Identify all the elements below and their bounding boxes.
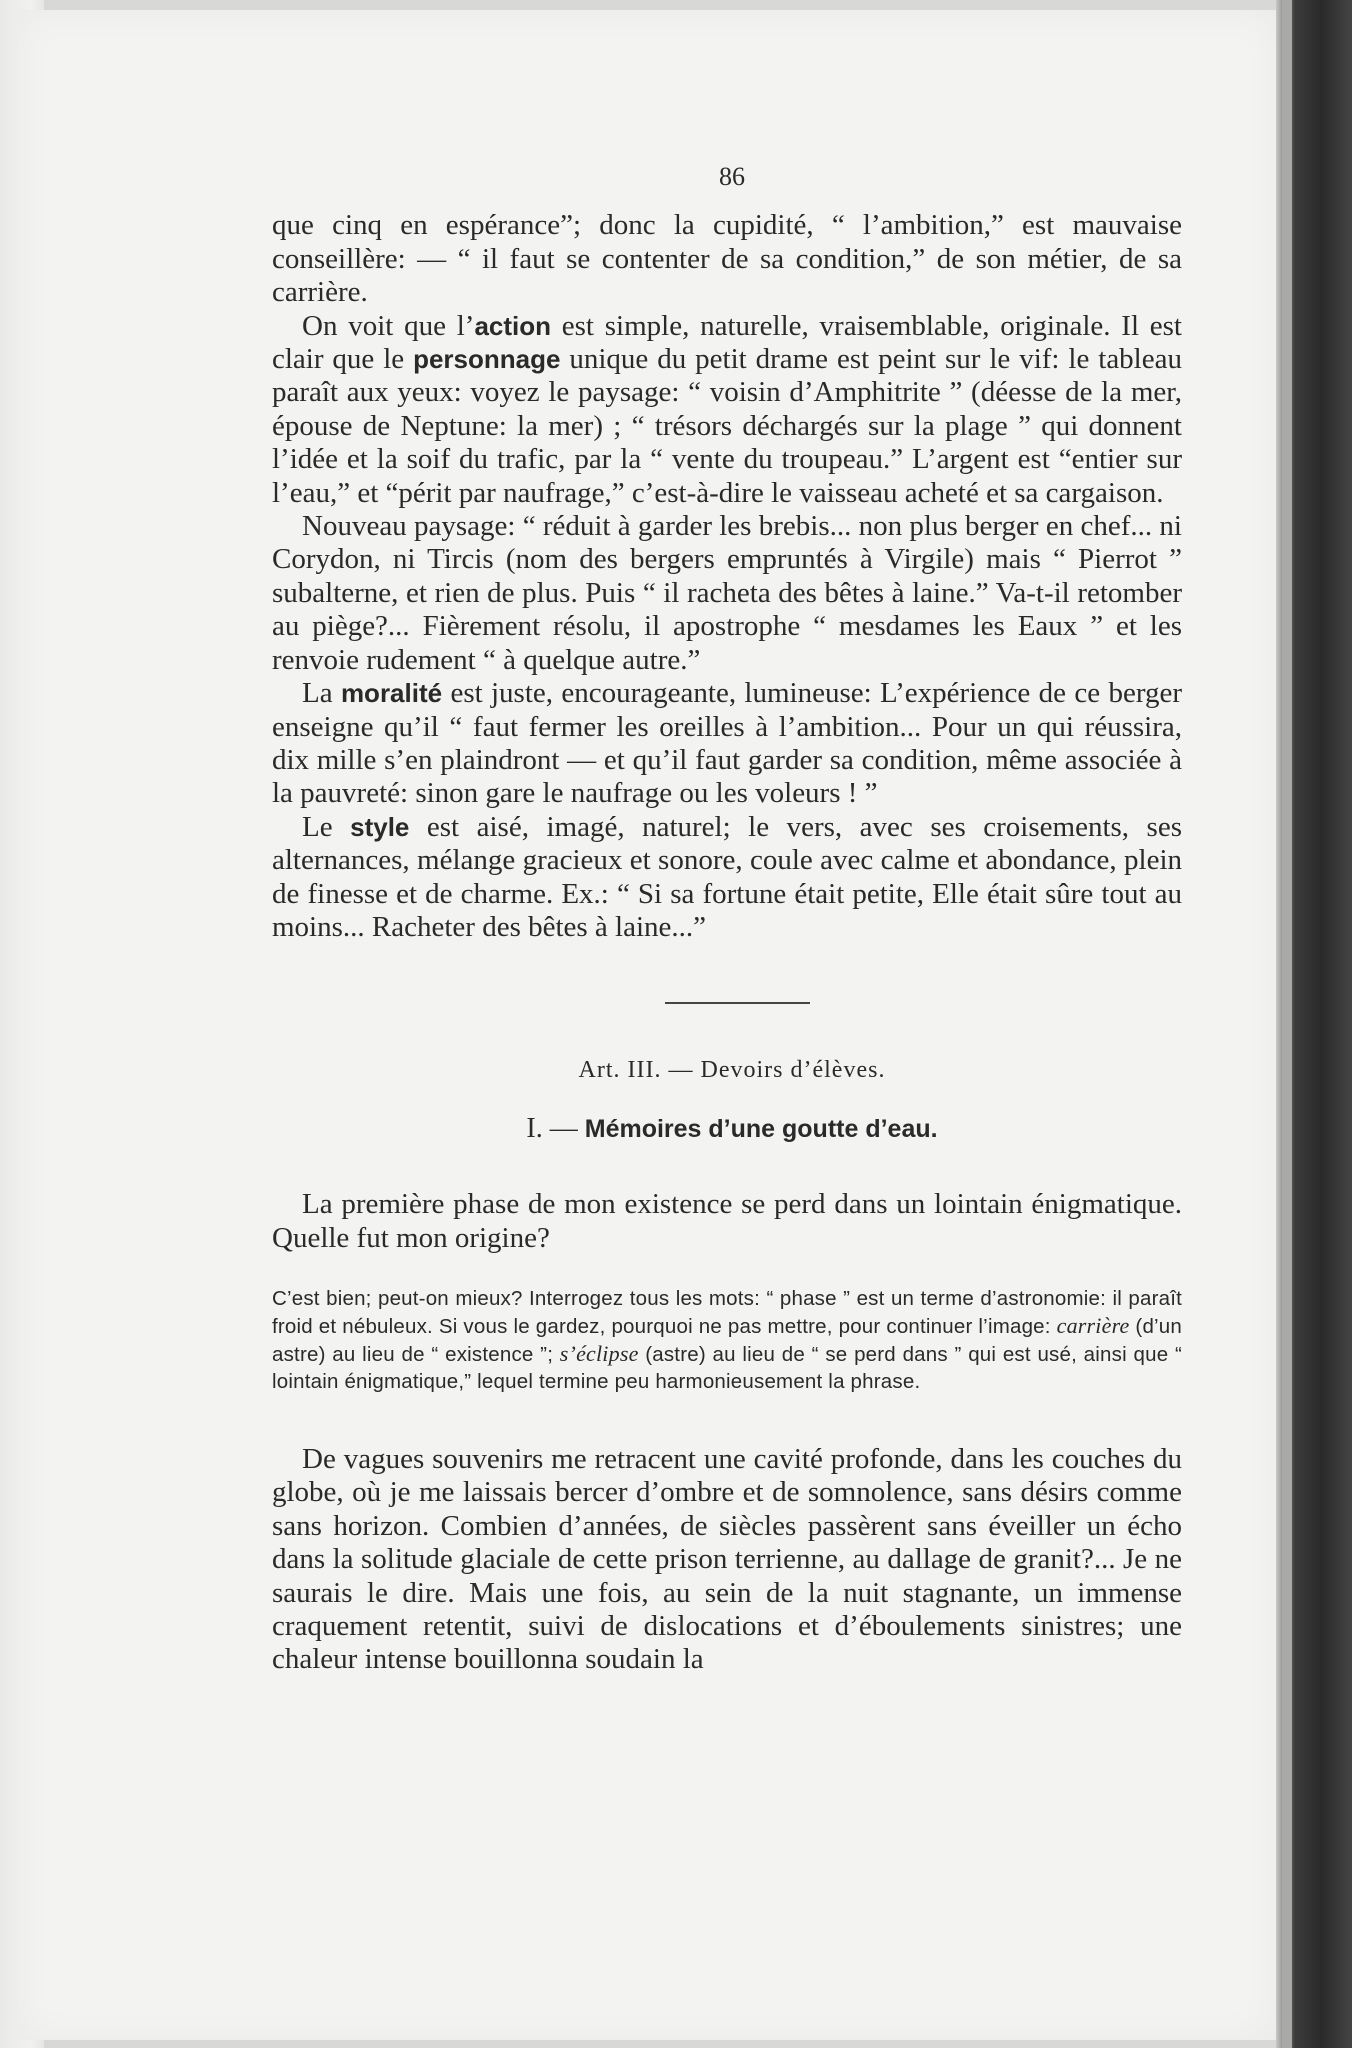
page-edge [1282,0,1292,2048]
text-run: De vagues souvenirs me retracent une cavité profonde, dans les couches du globe, où je me laissais bercer d’ombre et de somnolence, sans désirs comme sans horizon. Combien d’années, de siècles passèrent sans éveiller un écho dans la solitude glaciale de cette prison terrienne, au dallage de granit?... Je ne saurais le dire. Mais une fois, au sein de la nuit stagnante, un immense craquement retentit, suivi de dislocations et d’éboulements sinistres; une chaleur intense bouillonna soudain la [272,1442,1182,1676]
text-run: est juste, encourageante, lumineuse: L’expérience de ce berger enseigne qu’il “ faut fermer les oreilles à l’ambition... Pour un qui réussira, dix mille s’en plaindront — et qu’il faut garder sa condition, même associée à la pauvreté: sinon gare le naufrage ou les voleurs ! ” [272,677,1182,810]
text-run: unique du petit drame est peint sur le vif: le tableau paraît aux yeux: voyez le paysage: “ voisin d’Amphitrite ” (déesse de la mer, épouse de Neptune: la mer) ; “ trésors déchargés sur la plage ” qui donnent l’idée et la soif du trafic, par la “ vente du troupeau.” L’argent est “entier sur l’eau,” et “périt par naufrage,” c’est-à-dire le vaisseau acheté et sa cargaison. [272,343,1182,509]
text-run: On voit que l’ [302,309,475,342]
page-number: 86 [719,162,745,191]
paragraph-action [272,310,1182,510]
text-run: (d’un astre) au lieu de “ existence ”; [272,1314,1182,1366]
paragraph-moralite [272,677,1182,811]
text-run: La [302,677,341,710]
paragraph-style [272,811,1182,945]
keyword-personnage: personnage [413,344,561,375]
section-title [272,1112,1182,1146]
page-text [272,160,1182,1677]
text-run: La première phase de mon existence se perd dans un lointain énigmatique. Quelle fut mon origine? [272,1188,1182,1254]
keyword-action: action [474,310,552,341]
article-title: Art. III. — Devoirs d’élèves. [578,1057,886,1084]
italic-word-eclipse: s’éclipse [559,1340,639,1366]
text-run: C’est bien; peut-on mieux? Interrogez tous les mots: “ phase ” est un terme d’astronomie: il paraît froid et nébuleux. Si vous le gardez, pourquoi ne pas mettre, pour continuer l’image: [272,1286,1182,1338]
keyword-moralite: moralité [340,678,443,709]
paragraph-1-text: que cinq en espérance”; donc la cupidité, “ l’ambition,” est mauvaise conseillère: — “ il faut se contenter de sa condition,” de son métier, de sa carrière. [272,209,1182,309]
italic-word-carriere: carrière [1056,1312,1130,1338]
text-run: (astre) au lieu de “ se perd dans ” qui est usé, ainsi que “ lointain énigmatique,” lequel termine peu harmonieusement la phrase. [272,1342,1183,1393]
text-run: Nouveau paysage: “ réduit à garder les brebis... non plus berger en chef... ni Corydon, ni Tircis (nom des bergers empruntés à Virgile) mais “ Pierrot ” subalterne, et rien de plus. Puis “ il racheta des bêtes à laine.” Va-t-il retomber au piège?... Fièrement résolu, il apostrophe “ mesdames les Eaux ” et les renvoie rudement “ à quelque autre.” [272,510,1182,676]
paragraph-origin [272,1188,1182,1255]
text-run: est aisé, imagé, naturel; le vers, avec ses croisements, ses alternances, mélange gracieux et sonore, coule avec calme et abondance, plein de finesse et de charme. Ex.: “ Si sa fortune était petite, Elle était sûre tout au moins... Racheter des bêtes à laine...” [272,810,1182,943]
section-title-text: Mémoires d’une goutte d’eau. [584,1114,938,1143]
keyword-style: style [350,811,410,842]
teacher-comment [272,1285,1182,1395]
section-prefix: I. — [526,1112,585,1144]
section-divider [665,1002,810,1004]
paragraph-1 [272,209,1182,309]
paragraph-paysage [272,510,1182,677]
text-run: Le [302,810,351,843]
paragraph-souvenirs [272,1443,1182,1677]
text-run: est simple, naturelle, vraisemblable, originale. Il est clair que le [272,309,1182,376]
